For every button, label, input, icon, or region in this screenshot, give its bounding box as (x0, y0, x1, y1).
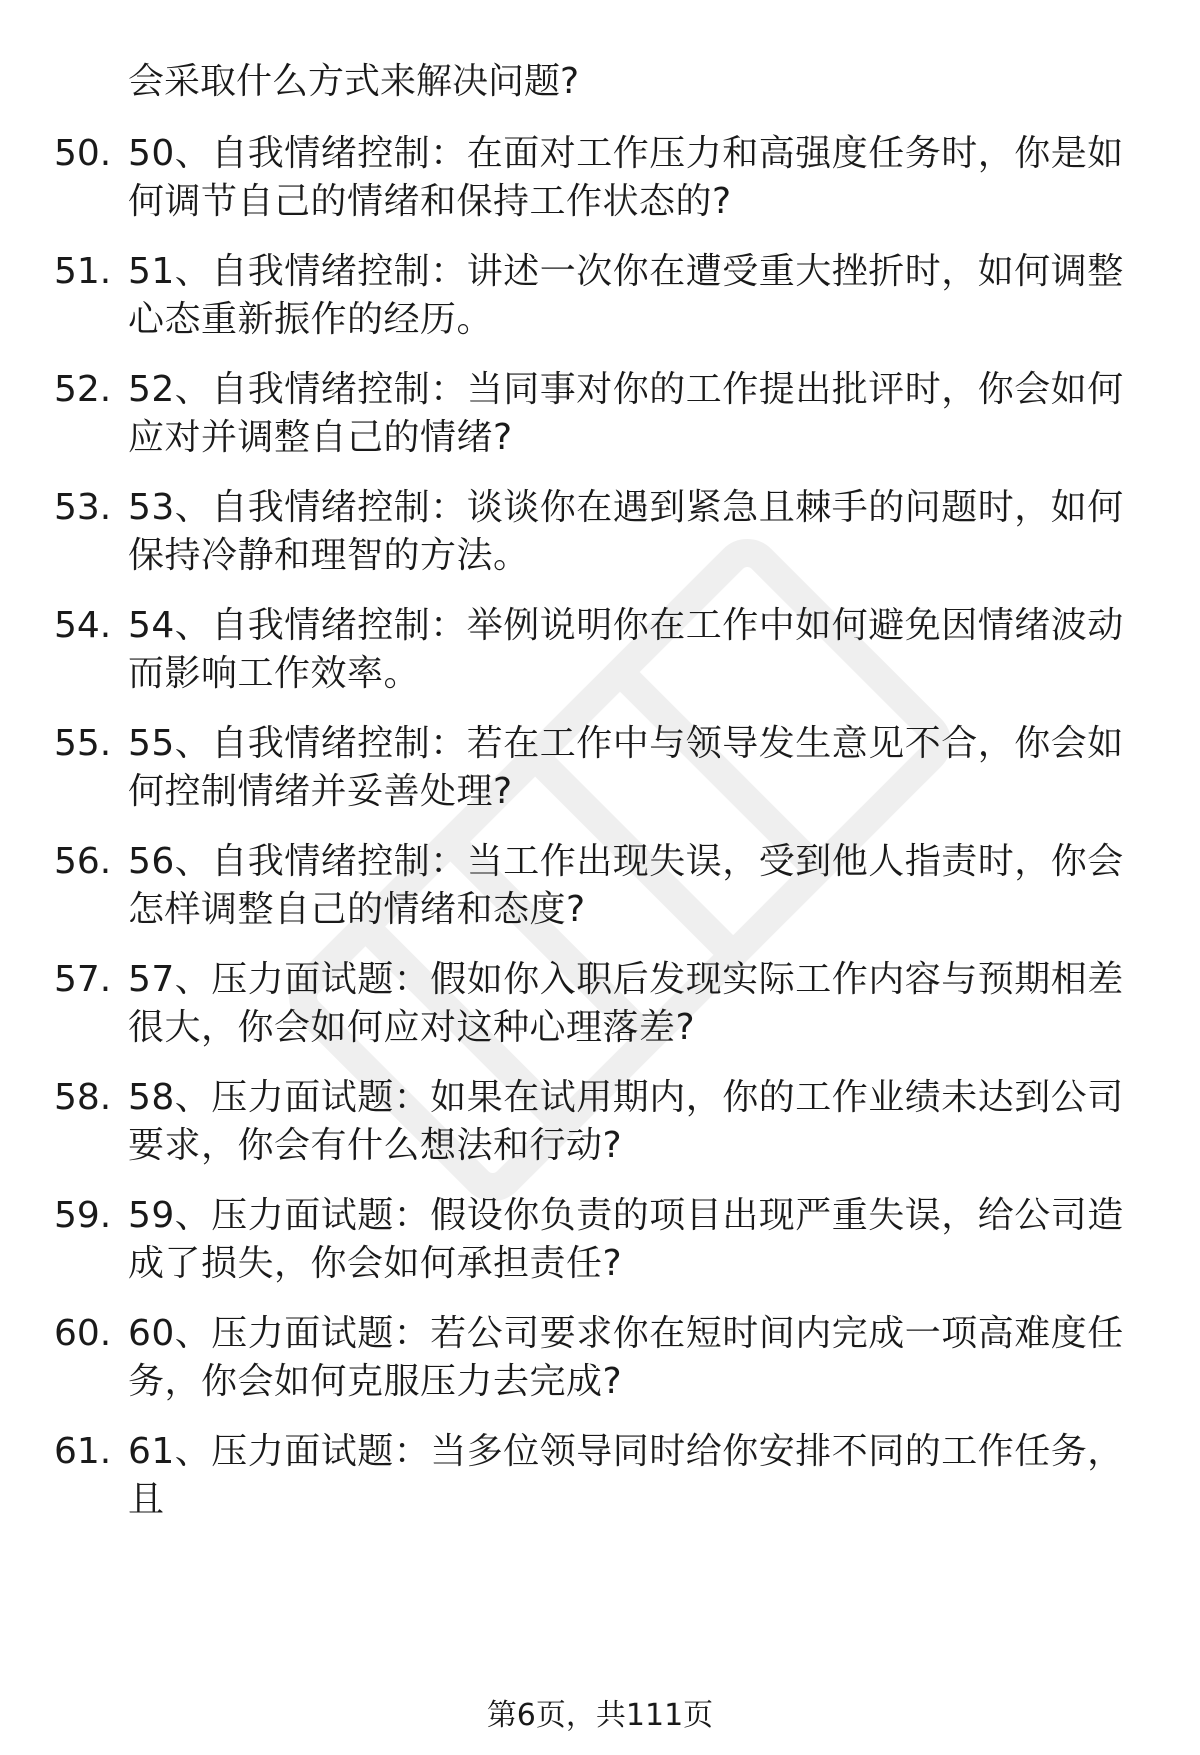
item-text: 52、自我情绪控制：当同事对你的工作提出批评时，你会如何应对并调整自己的情绪? (128, 369, 1124, 458)
item-text: 59、压力面试题：假设你负责的项目出现严重失误，给公司造成了损失，你会如何承担责任? (128, 1195, 1124, 1284)
page-footer: 第6页，共111页 (486, 1698, 714, 1733)
item-text: 53、自我情绪控制：谈谈你在遇到紧急且棘手的问题时，如何保持冷静和理智的方法。 (128, 487, 1124, 576)
item-number: 59. (54, 1195, 112, 1236)
item-number: 53. (54, 487, 112, 528)
item-number: 55. (54, 723, 112, 764)
item-text: 55、自我情绪控制：若在工作中与领导发生意见不合，你会如何控制情绪并妥善处理? (128, 723, 1124, 812)
item-text: 54、自我情绪控制：举例说明你在工作中如何避免因情绪波动而影响工作效率。 (128, 605, 1124, 694)
item-text: 60、压力面试题：若公司要求你在短时间内完成一项高难度任务，你会如何克服压力去完成? (128, 1313, 1124, 1402)
item-number: 57. (54, 959, 112, 1000)
item-number: 52. (54, 369, 112, 410)
item-text: 61、压力面试题：当多位领导同时给你安排不同的工作任务，且 (128, 1431, 1124, 1520)
continued-question-text: 会采取什么方式来解决问题? (128, 61, 580, 102)
item-text: 51、自我情绪控制：讲述一次你在遭受重大挫折时，如何调整心态重新振作的经历。 (128, 251, 1124, 340)
item-number: 50. (54, 133, 112, 174)
item-number: 60. (54, 1313, 112, 1354)
item-number: 61. (54, 1431, 112, 1472)
item-number: 51. (54, 251, 112, 292)
item-text: 50、自我情绪控制：在面对工作压力和高强度任务时，你是如何调节自己的情绪和保持工作状态的? (128, 133, 1124, 222)
item-number: 58. (54, 1077, 112, 1118)
item-text: 57、压力面试题：假如你入职后发现实际工作内容与预期相差很大，你会如何应对这种心理落差? (128, 959, 1124, 1048)
item-number: 54. (54, 605, 112, 646)
item-number: 56. (54, 841, 112, 882)
item-text: 58、压力面试题：如果在试用期内，你的工作业绩未达到公司要求，你会有什么想法和行动? (128, 1077, 1124, 1166)
item-text: 56、自我情绪控制：当工作出现失误，受到他人指责时，你会怎样调整自己的情绪和态度? (128, 841, 1124, 930)
